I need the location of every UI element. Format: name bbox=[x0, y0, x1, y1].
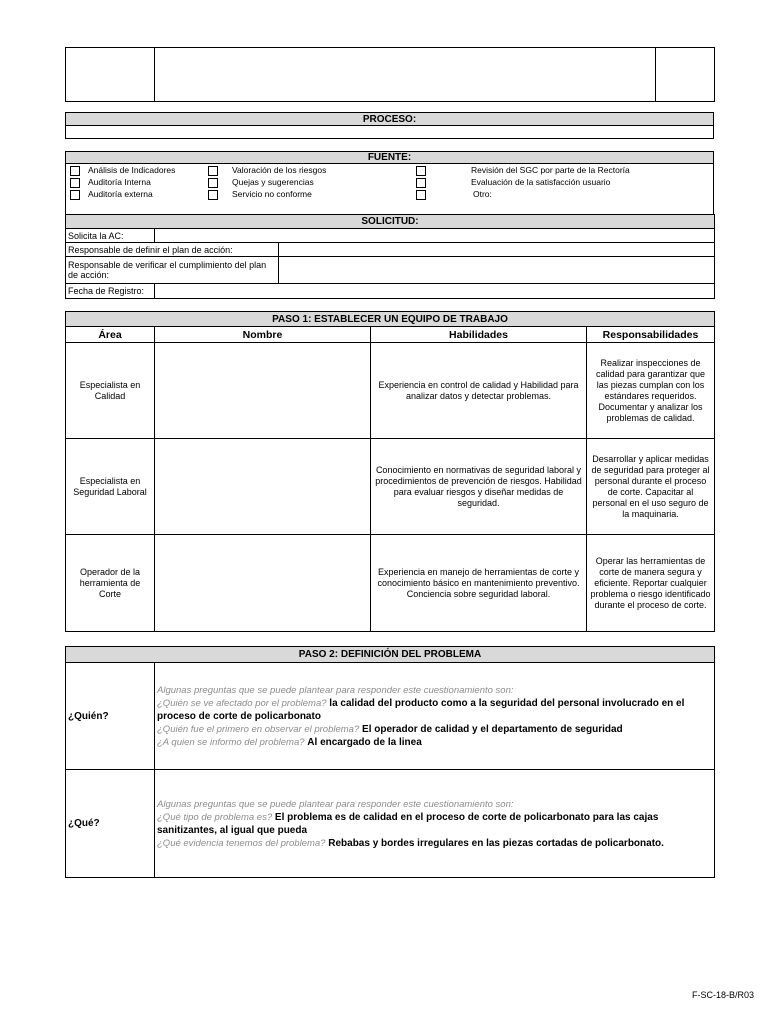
paso2-heading: PASO 2: DEFINICIÓN DEL PROBLEMA bbox=[66, 647, 715, 663]
que-intro: Algunas preguntas que se puede plantear para responder este cuestionamiento son: bbox=[157, 798, 514, 810]
document-code: F-SC-18-B/R03 bbox=[691, 990, 754, 1000]
column-header-responsabilidades: Responsabilidades bbox=[587, 327, 715, 343]
option-label: Quejas y sugerencias bbox=[232, 177, 314, 187]
option-label: Servicio no conforme bbox=[232, 189, 312, 199]
que-question-2: ¿Qué evidencia tenemos del problema? bbox=[157, 837, 326, 849]
quien-answer-2: El operador de calidad y el departamento de seguridad bbox=[362, 723, 623, 735]
solicitud-section bbox=[65, 214, 715, 299]
fuente-options bbox=[66, 164, 713, 216]
responsabilidades-cell: Realizar inspecciones de calidad para garantizar que las piezas cumplan con los estándares requeridos. Documentar y analizar los problemas de calidad. bbox=[587, 343, 715, 439]
quien-question-1: ¿Quién se ve afectado por el problema? bbox=[157, 697, 327, 709]
checkbox-analisis-indicadores[interactable] bbox=[70, 166, 80, 176]
que-answer-1: El problema es de calidad en el proceso de corte de policarbonato para las cajas sanitizantes, al igual que pueda bbox=[157, 811, 659, 836]
option-label: Análisis de Indicadores bbox=[88, 165, 176, 175]
option-label: Otro: bbox=[473, 189, 492, 199]
que-row bbox=[66, 770, 715, 878]
responsable-definir-label: Responsable de definir el plan de acción: bbox=[66, 243, 279, 257]
header-logo-cell bbox=[66, 48, 155, 102]
checkbox-auditoria-interna[interactable] bbox=[70, 178, 80, 188]
que-label: ¿Qué? bbox=[66, 770, 155, 878]
responsabilidades-cell: Operar las herramientas de corte de manera segura y eficiente. Reportar cualquier problema o riesgo identificado durante el proceso de corte. bbox=[587, 535, 715, 632]
fecha-registro-field[interactable] bbox=[155, 284, 715, 299]
checkbox-otro[interactable] bbox=[416, 190, 426, 200]
option-label: Evaluación de la satisfacción usuario bbox=[471, 177, 611, 187]
que-question-1: ¿Qué tipo de problema es? bbox=[157, 811, 273, 823]
table-row bbox=[66, 535, 715, 632]
proceso-section bbox=[65, 112, 714, 139]
checkbox-quejas-sugerencias[interactable] bbox=[208, 178, 218, 188]
header-code-cell bbox=[656, 48, 715, 102]
quien-content[interactable] bbox=[155, 663, 715, 770]
quien-row bbox=[66, 663, 715, 770]
fecha-registro-label: Fecha de Registro: bbox=[66, 284, 155, 299]
nombre-cell[interactable] bbox=[155, 439, 371, 535]
option-label: Valoración de los riesgos bbox=[232, 165, 327, 175]
fuente-heading: FUENTE: bbox=[66, 152, 714, 164]
area-cell: Especialista en Seguridad Laboral bbox=[66, 439, 155, 535]
habilidades-cell: Experiencia en control de calidad y Habilidad para analizar datos y detectar problemas. bbox=[371, 343, 587, 439]
checkbox-valoracion-riesgos[interactable] bbox=[208, 166, 218, 176]
que-answer-2: Rebabas y bordes irregulares en las piezas cortadas de policarbonato. bbox=[328, 837, 664, 849]
checkbox-servicio-no-conforme[interactable] bbox=[208, 190, 218, 200]
solicitud-heading: SOLICITUD: bbox=[66, 215, 715, 229]
habilidades-cell: Experiencia en manejo de herramientas de corte y conocimiento básico en mantenimiento preventivo. Conciencia sobre seguridad laboral. bbox=[371, 535, 587, 632]
column-header-nombre: Nombre bbox=[155, 327, 371, 343]
solicita-field[interactable] bbox=[155, 229, 715, 243]
solicita-label: Solicita la AC: bbox=[66, 229, 155, 243]
header-title-cell bbox=[155, 48, 656, 102]
option-label: Revisión del SGC por parte de la Rectoría bbox=[471, 165, 630, 175]
table-row bbox=[66, 343, 715, 439]
quien-label: ¿Quién? bbox=[66, 663, 155, 770]
responsable-verificar-field[interactable] bbox=[279, 257, 715, 284]
paso2-section bbox=[65, 646, 715, 878]
checkbox-revision-sgc[interactable] bbox=[416, 166, 426, 176]
nombre-cell[interactable] bbox=[155, 343, 371, 439]
paso1-heading: PASO 1: ESTABLECER UN EQUIPO DE TRABAJO bbox=[66, 312, 715, 327]
responsable-verificar-label: Responsable de verificar el cumplimiento del plan de acción: bbox=[66, 257, 279, 284]
column-header-area: Área bbox=[66, 327, 155, 343]
area-cell: Especialista en Calidad bbox=[66, 343, 155, 439]
fuente-section bbox=[65, 151, 714, 217]
nombre-cell[interactable] bbox=[155, 535, 371, 632]
document-header bbox=[65, 47, 715, 102]
table-row bbox=[66, 439, 715, 535]
checkbox-auditoria-externa[interactable] bbox=[70, 190, 80, 200]
option-label: Auditoría Interna bbox=[88, 177, 151, 187]
column-header-habilidades: Habilidades bbox=[371, 327, 587, 343]
proceso-heading: PROCESO: bbox=[66, 113, 714, 126]
quien-question-2: ¿Quién fue el primero en observar el problema? bbox=[157, 723, 360, 735]
quien-question-3: ¿A quien se informo del problema? bbox=[157, 736, 305, 748]
checkbox-evaluacion-satisfaccion[interactable] bbox=[416, 178, 426, 188]
quien-answer-1: la calidad del producto como a la seguridad del personal involucrado en el proceso de corte de policarbonato bbox=[157, 697, 685, 722]
habilidades-cell: Conocimiento en normativas de seguridad laboral y procedimientos de prevención de riesgos. Habilidad para evaluar riesgos y diseñar medidas de seguridad. bbox=[371, 439, 587, 535]
responsable-definir-field[interactable] bbox=[279, 243, 715, 257]
option-label: Auditoría externa bbox=[88, 189, 153, 199]
proceso-field[interactable] bbox=[66, 126, 714, 139]
que-content[interactable] bbox=[155, 770, 715, 878]
responsabilidades-cell: Desarrollar y aplicar medidas de seguridad para proteger al personal durante el proceso de corte. Capacitar al personal en el uso seguro de la maquinaria. bbox=[587, 439, 715, 535]
area-cell: Operador de la herramienta de Corte bbox=[66, 535, 155, 632]
quien-intro: Algunas preguntas que se puede plantear para responder este cuestionamiento son: bbox=[157, 684, 514, 696]
paso1-section bbox=[65, 311, 715, 632]
quien-answer-3: Al encargado de la linea bbox=[307, 736, 422, 748]
